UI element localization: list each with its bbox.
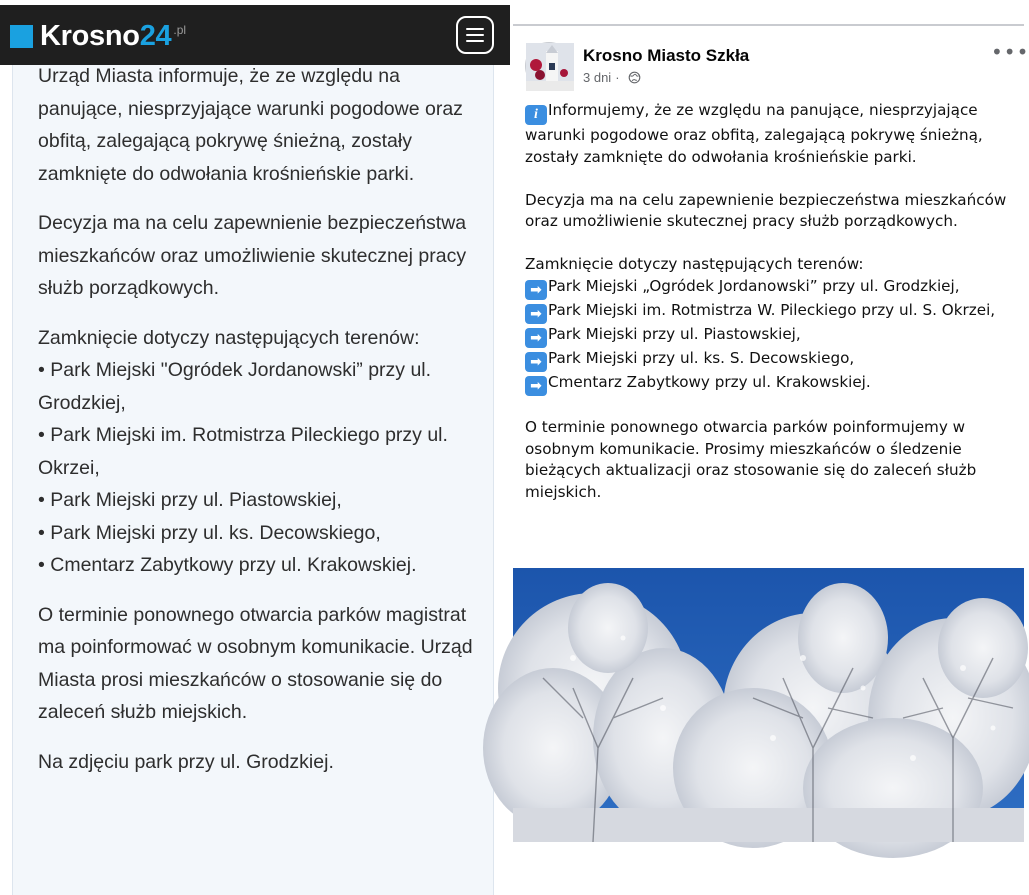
logo-tld: .pl (173, 23, 187, 37)
krosno24-article-panel (0, 0, 510, 879)
article-paragraph: Urząd Miasta informuje, że ze względu na panujące, niesprzyjające warunki pogodowe oraz obfitą, zalegającą pokrywę śnieżną, zostały zamknięte do odwołania krośnieńskie parki. (38, 65, 463, 185)
article-body (38, 60, 478, 795)
post-paragraph: O terminie ponownego otwarcia parków poinformujemy w osobnym komunikacie. Prosimy mieszkańców o śledzenie bieżących aktualizacji oraz stosowanie się do zaleceń służb miejskich. (525, 418, 977, 501)
list-item: • Park Miejski przy ul. ks. Decowskiego, (38, 521, 381, 544)
photo-caption: Na zdjęciu park przy ul. Grodzkiej. (38, 750, 334, 773)
meta-separator: · (615, 70, 620, 85)
list-intro: Zamknięcie dotyczy następujących terenów: (525, 255, 864, 273)
arrow-right-icon: ➡ (525, 376, 547, 396)
list-item: • Park Miejski przy ul. Piastowskiej, (38, 489, 342, 511)
post-meta (583, 70, 641, 85)
arrow-right-icon: ➡ (525, 328, 547, 348)
post-paragraph: Decyzja ma na celu zapewnienie bezpieczeństwa mieszkańców oraz umożliwienie skutecznej pracy służb porządkowych. (525, 190, 1007, 230)
avatar-image-icon (526, 43, 574, 91)
more-options-button[interactable]: ••• (991, 40, 1029, 64)
logo-name: Krosno (40, 20, 140, 52)
site-header (0, 5, 510, 65)
hamburger-menu-button[interactable] (456, 16, 494, 54)
post-paragraph: i Informujemy, że ze względu na panujące, niesprzyjające warunki pogodowe oraz obfitą, zalegającą pokrywę śnieżną, zostały zamknięte do odwołania krośnieńskie parki. (525, 101, 983, 166)
post-top-border (513, 24, 1024, 26)
avatar[interactable] (525, 42, 573, 90)
info-icon: i (525, 105, 547, 125)
site-logo[interactable] (10, 21, 186, 51)
list-item: • Park Miejski im. Rotmistrza Pileckiego przy ul. Okrzei, (38, 424, 448, 479)
post-photo[interactable] (513, 568, 1024, 842)
list-item: ➡ Park Miejski „Ogródek Jordanowski” przy ul. Grodzkiej, (525, 276, 1020, 300)
list-item: ➡ Park Miejski im. Rotmistrza W. Pileckiego przy ul. S. Okrzei, (525, 300, 1020, 324)
arrow-right-icon: ➡ (525, 280, 547, 300)
post-text (525, 100, 1020, 525)
facebook-post-panel (513, 0, 1029, 879)
list-item: • Cmentarz Zabytkowy przy ul. Krakowskiej. (38, 554, 417, 576)
article-card (12, 65, 494, 895)
arrow-right-icon: ➡ (525, 352, 547, 372)
article-closing: O terminie ponownego otwarcia parków magistrat ma poinformować w osobnym komunikacie. Urząd Miasta prosi mieszkańców o stosowanie się do zaleceń służb miejskich. (38, 603, 473, 723)
list-item: • Park Miejski "Ogródek Jordanowski” przy ul. Grodzkiej, (38, 359, 432, 414)
arrow-right-icon: ➡ (525, 304, 547, 324)
snowy-trees-image (513, 568, 1024, 842)
globe-icon (628, 71, 641, 84)
logo-number: 24 (139, 20, 172, 52)
post-time[interactable]: 3 dni (583, 70, 612, 85)
hamburger-icon (466, 28, 484, 30)
logo-square-icon (10, 25, 33, 48)
list-item: ➡ Cmentarz Zabytkowy przy ul. Krakowskiej. (525, 372, 1020, 396)
article-list-block (38, 322, 478, 582)
post-list-block (525, 254, 1020, 396)
post-author[interactable]: Krosno Miasto Szkła (583, 46, 750, 65)
list-intro: Zamknięcie dotyczy następujących terenów: (38, 326, 420, 349)
list-item: ➡ Park Miejski przy ul. ks. S. Decowskiego, (525, 348, 1020, 372)
list-item: ➡ Park Miejski przy ul. Piastowskiej, (525, 324, 1020, 348)
article-paragraph: Decyzja ma na celu zapewnienie bezpieczeństwa mieszkańców oraz umożliwienie skutecznej pracy służb porządkowych. (38, 212, 467, 299)
